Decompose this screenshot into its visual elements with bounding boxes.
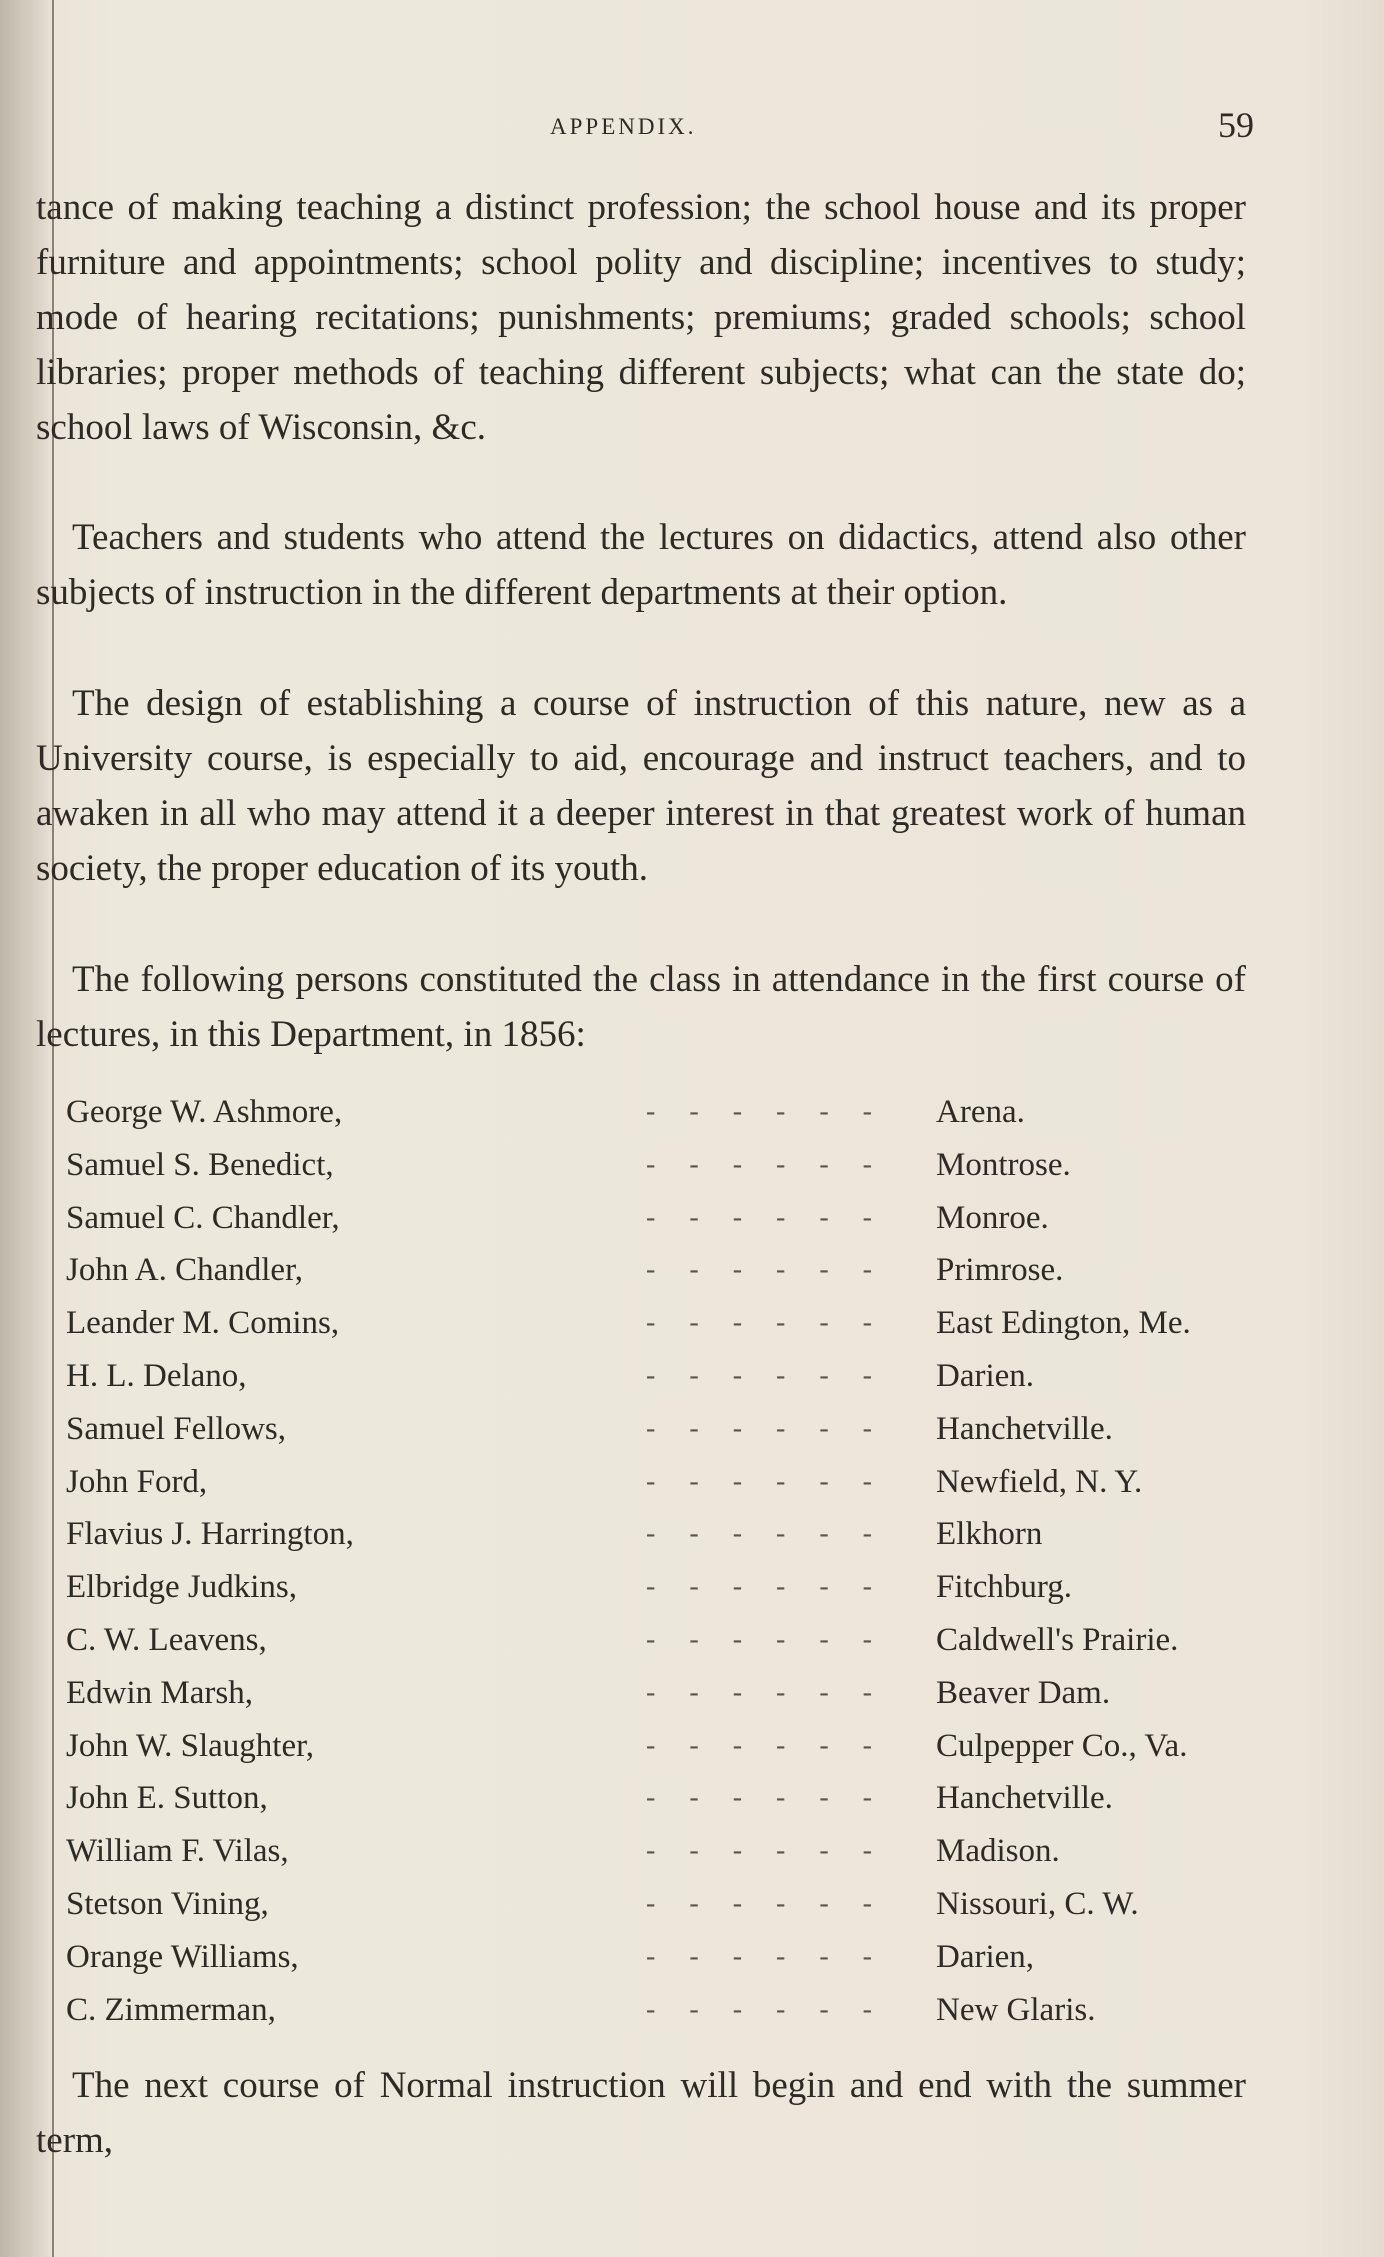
paragraph-3: The design of establishing a course of instruction of this nature, new as a University course, is especially to aid, encourage and instruct teachers, and to awaken in all who may attend it a deeper interest in that greatest work of human society, the proper education of its youth.	[36, 683, 1246, 889]
student-town: Nissouri, C. W.	[936, 1885, 1139, 1922]
list-item	[66, 1720, 1256, 1773]
student-town: New Glaris.	[936, 1991, 1096, 2028]
list-item	[66, 1297, 1256, 1350]
dot-leader: ------	[646, 1887, 906, 1919]
running-head: APPENDIX.	[550, 114, 697, 139]
student-town: Darien,	[936, 1938, 1035, 1975]
list-item	[66, 1244, 1256, 1297]
student-name: Leander M. Comins,	[66, 1305, 340, 1342]
list-item	[66, 1667, 1256, 1720]
list-item	[66, 1931, 1256, 1984]
dot-leader: ------	[646, 1359, 906, 1391]
student-town: Beaver Dam.	[936, 1674, 1111, 1711]
list-item	[66, 1086, 1256, 1139]
list-item	[66, 1772, 1256, 1825]
student-name: George W. Ashmore,	[66, 1094, 343, 1130]
student-town: Hanchetville.	[936, 1780, 1113, 1817]
student-name: William F. Vilas,	[66, 1833, 289, 1870]
paragraph-2: Teachers and students who attend the lectures on didactics, attend also other subjects of instruction in the different departments at their option.	[36, 517, 1246, 613]
dot-leader: ------	[646, 1993, 906, 2025]
dot-leader: ------	[646, 1148, 906, 1180]
student-town: Madison.	[936, 1833, 1060, 1870]
student-name: H. L. Delano,	[66, 1357, 247, 1394]
student-town: Elkhorn	[936, 1516, 1043, 1553]
student-town: Fitchburg.	[936, 1569, 1072, 1606]
dot-leader: ------	[646, 1623, 906, 1655]
student-name: Samuel Fellows,	[66, 1410, 286, 1447]
dot-leader: ------	[646, 1465, 906, 1497]
student-town: Newfield, N. Y.	[936, 1463, 1143, 1500]
dot-leader: ------	[646, 1201, 906, 1233]
dot-leader: ------	[646, 1676, 906, 1708]
list-item	[66, 1350, 1256, 1403]
student-name: Orange Williams,	[66, 1938, 299, 1975]
paragraph-4: The following persons constituted the class in attendance in the first course of lectures, in this Department, in 1856:	[36, 959, 1246, 1055]
list-item	[66, 1508, 1256, 1561]
list-item	[66, 1192, 1256, 1245]
list-item	[66, 1878, 1256, 1931]
list-item	[66, 1561, 1256, 1614]
student-name: John E. Sutton,	[66, 1780, 268, 1817]
page-header	[540, 104, 1254, 154]
student-name: Elbridge Judkins,	[66, 1569, 297, 1606]
dot-leader: ------	[646, 1096, 906, 1127]
student-name: Edwin Marsh,	[66, 1674, 253, 1711]
page-number: 59	[1218, 105, 1254, 145]
dot-leader: ------	[646, 1518, 906, 1550]
student-town: Primrose.	[936, 1252, 1064, 1289]
student-name: John A. Chandler,	[66, 1252, 303, 1289]
dot-leader: ------	[646, 1412, 906, 1444]
dot-leader: ------	[646, 1307, 906, 1339]
student-name: John Ford,	[66, 1463, 208, 1500]
student-name: C. W. Leavens,	[66, 1621, 267, 1658]
student-name: Samuel C. Chandler,	[66, 1199, 340, 1236]
attendance-list	[66, 1086, 1256, 2036]
dot-leader: ------	[646, 1254, 906, 1286]
student-town: Monroe.	[936, 1199, 1049, 1236]
student-town: Culpepper Co., Va.	[936, 1727, 1188, 1764]
student-name: Flavius J. Harrington,	[66, 1516, 354, 1553]
list-item	[66, 1456, 1256, 1509]
paragraph-1: tance of making teaching a distinct profession; the school house and its proper furniture and appointments; school polity and discipline; incentives to study; mode of hearing recitations; punishments; premiums; graded schools; school libraries; proper methods of teaching different subjects; what can the state do; school laws of Wisconsin, &c.	[36, 187, 1246, 448]
dot-leader: ------	[646, 1782, 906, 1814]
dot-leader: ------	[646, 1835, 906, 1867]
student-name: Stetson Vining,	[66, 1885, 269, 1922]
dot-leader: ------	[646, 1940, 906, 1972]
list-item	[66, 1825, 1256, 1878]
paragraph-5: The next course of Normal instruction will begin and end with the summer term,	[36, 2065, 1246, 2161]
list-item	[66, 1403, 1256, 1456]
student-name: Samuel S. Benedict,	[66, 1146, 334, 1183]
dot-leader: ------	[646, 1729, 906, 1761]
list-item	[66, 1614, 1256, 1667]
student-town: Darien.	[936, 1357, 1035, 1394]
student-town: Montrose.	[936, 1146, 1071, 1183]
student-name: C. Zimmerman,	[66, 1991, 276, 2028]
student-town: Hanchetville.	[936, 1410, 1113, 1447]
student-town: Caldwell's Prairie.	[936, 1621, 1179, 1658]
dot-leader: ------	[646, 1571, 906, 1603]
list-item	[66, 1984, 1256, 2037]
student-name: John W. Slaughter,	[66, 1727, 315, 1764]
student-town: East Edington, Me.	[936, 1305, 1191, 1342]
list-item	[66, 1139, 1256, 1192]
student-town: Arena.	[936, 1094, 1025, 1130]
